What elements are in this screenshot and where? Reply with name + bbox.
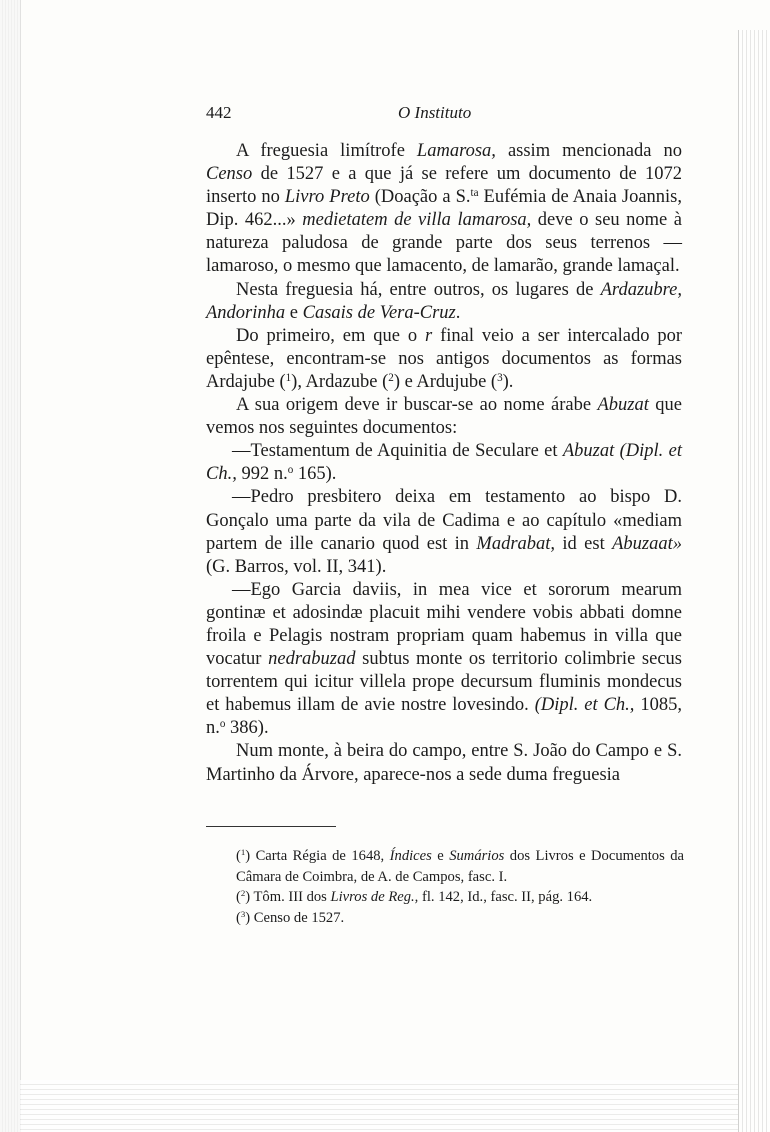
- footnote-ref: 1: [285, 371, 292, 384]
- page-header: [206, 103, 682, 129]
- page-stack-bottom-edge: [20, 1080, 738, 1132]
- footnote-marker: 3: [240, 908, 246, 919]
- body-text: [206, 140, 682, 787]
- paragraph: Nesta freguesia há, entre outros, os lugares de Ardazubre, Andorinha e Casais de Vera-Cruz.: [206, 279, 682, 323]
- quoted-document: —Ego Garcia daviis, in mea vice et sororum mearum gontinæ et adosindæ placuit mihi vendere vobis abbati domne froila e Pelagis nostram propriam quam habemus in villa que vocatur nedrabuzad subtus monte os territorio colimbrie secus torrentem qui icitur villela prope decursum fluminis mondecus et habemus illam de avie nostre lovesindo. (Dipl. et Ch., 1085, n.$^o$ 386).: [206, 579, 682, 739]
- page-stack-right-edge: [738, 30, 770, 1132]
- footnote-ref: 2: [388, 371, 394, 384]
- footnote-marker: 2: [240, 888, 246, 899]
- paragraph: Num monte, à beira do campo, entre S. João do Campo e S. Martinho da Árvore, aparece-nos a sede duma freguesia: [206, 741, 682, 785]
- footnote: ($^3$) Censo de 1527.: [236, 908, 345, 926]
- footnote-divider: [206, 826, 336, 827]
- footnote-ref: 3: [497, 371, 503, 384]
- running-title: O Instituto: [398, 103, 472, 122]
- paragraph: A freguesia limítrofe Lamarosa, assim mencionada no Censo de 1527 e a que já se refere um documento de 1072 inserto no Livro Preto (Doação a S.$^{ta}$ Eufémia de Anaia Joannis, Dip. 462...» medietatem de villa lamarosa, deve o seu nome à natureza paludosa de grande parte dos seus terrenos — lamaroso, o mesmo que lamacento, de lamarão, grande lamaçal.: [206, 141, 682, 277]
- page-number: 442: [206, 103, 232, 122]
- footnote: ($^2$) Tôm. III dos Livros de Reg., fl. 142, Id., fasc. II, pág. 164.: [236, 888, 593, 905]
- page-stack-left-edge: [0, 0, 21, 1132]
- footnote: ($^1$) Carta Régia de 1648, Índices e Sumários dos Livros e Documentos da Câmara de Coimbra, de A. de Campos, fasc. I.: [236, 847, 685, 885]
- footnotes: [236, 846, 684, 928]
- paragraph: A sua origem deve ir buscar-se ao nome árabe Abuzat que vemos nos seguintes documentos:: [206, 395, 683, 439]
- footnote-marker: 1: [240, 847, 246, 858]
- quoted-document: —Pedro presbitero deixa em testamento ao bispo D. Gonçalo uma parte da vila de Cadima e ao capítulo «mediam partem de ille canario quod est in Madrabat, id est Abuzaat» (G. Barros, vol. II, 341).: [206, 487, 682, 577]
- paragraph: Do primeiro, em que o r final veio a ser intercalado por epêntese, encontram-se nos antigos documentos as formas Ardajube ($^1$), Ardazube ($^2$) e Ardujube ($^3$).: [206, 325, 683, 392]
- quoted-document: —Testamentum de Aquinitia de Seculare et Abuzat (Dipl. et Ch., 992 n.$^o$ 165).: [206, 441, 682, 485]
